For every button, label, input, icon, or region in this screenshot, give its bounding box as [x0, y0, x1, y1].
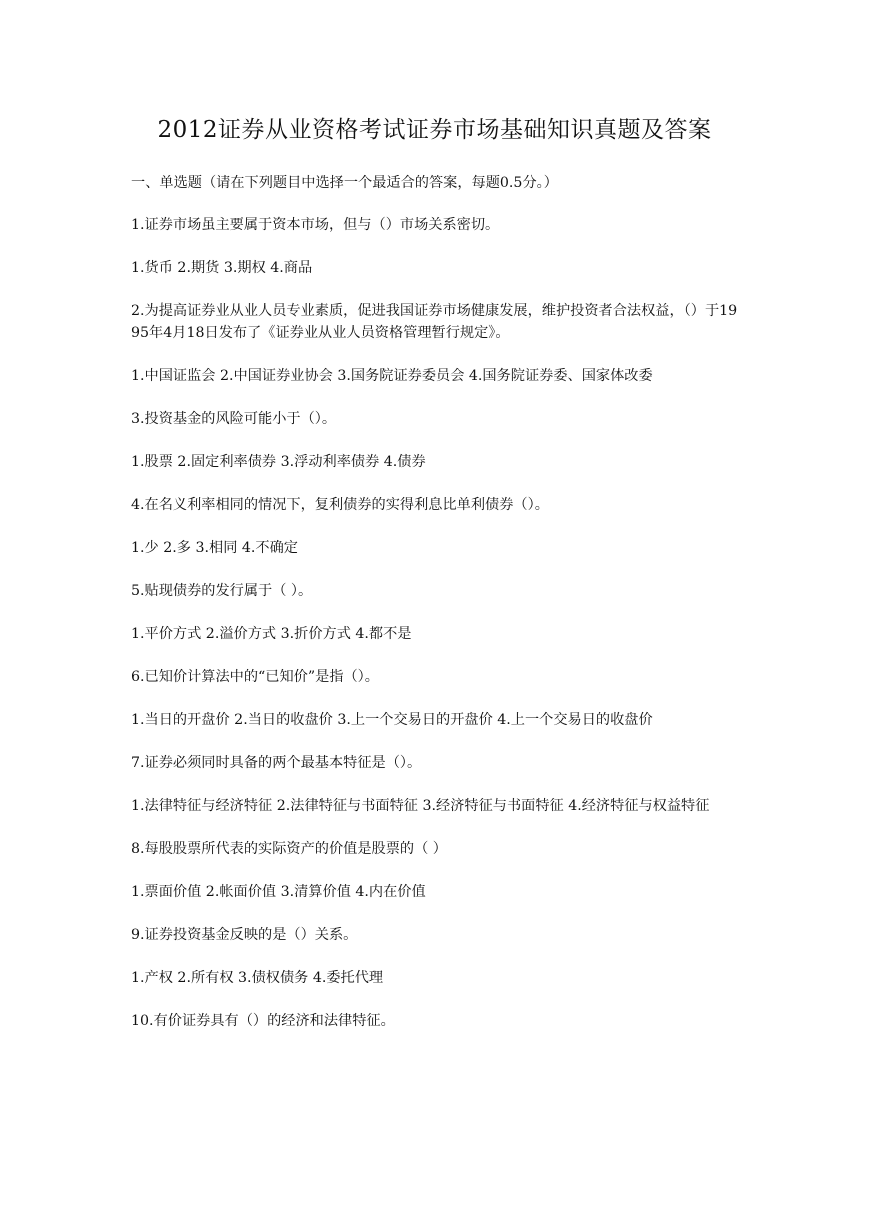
question-text: 1.证券市场虽主要属于资本市场，但与（）市场关系密切。	[131, 217, 500, 233]
answer-options: 1.货币 2.期货 3.期权 4.商品	[131, 260, 313, 276]
section-heading: 一、单选题（请在下列题目中选择一个最适合的答案，每题0.5分。）	[131, 175, 558, 191]
question-text: 4.在名义利率相同的情况下，复利债券的实得利息比单利债券（）。	[131, 497, 549, 513]
answer-options: 1.少 2.多 3.相同 4.不确定	[131, 540, 298, 556]
question-text: 10.有价证券具有（）的经济和法律特征。	[131, 1013, 395, 1029]
question-text: 7.证券必须同时具备的两个最基本特征是（）。	[131, 755, 422, 771]
question-text: 3.投资基金的风险可能小于（）。	[131, 411, 337, 427]
question-text: 5.贴现债券的发行属于（ ）。	[131, 583, 313, 599]
answer-options: 1.法律特征与经济特征 2.法律特征与书面特征 3.经济特征与书面特征 4.经济特征与权益特征	[131, 798, 710, 814]
document-body	[131, 172, 743, 1053]
page-title: 2012证券从业资格考试证券市场基础知识真题及答案	[157, 117, 712, 143]
question-text: 9.证券投资基金反映的是（）关系。	[131, 927, 358, 943]
answer-options: 1.当日的开盘价 2.当日的收盘价 3.上一个交易日的开盘价 4.上一个交易日的收盘价	[131, 712, 653, 728]
question-text: 8.每股股票所代表的实际资产的价值是股票的（ ）	[131, 841, 447, 857]
answer-options: 1.平价方式 2.溢价方式 3.折价方式 4.都不是	[131, 626, 412, 642]
answer-options: 1.中国证监会 2.中国证券业协会 3.国务院证券委员会 4.国务院证券委、国家体改委	[131, 368, 653, 384]
answer-options: 1.票面价值 2.帐面价值 3.清算价值 4.内在价值	[131, 884, 426, 900]
question-text: 2.为提高证券业从业人员专业素质，促进我国证券市场健康发展，维护投资者合法权益，（）于1995年4月18日发布了《证券业从业人员资格管理暂行规定》。	[131, 303, 738, 341]
question-text: 6.已知价计算法中的“已知价”是指（）。	[131, 669, 379, 685]
answer-options: 1.股票 2.固定利率债券 3.浮动利率债券 4.债券	[131, 454, 426, 470]
answer-options: 1.产权 2.所有权 3.债权债务 4.委托代理	[131, 970, 384, 986]
